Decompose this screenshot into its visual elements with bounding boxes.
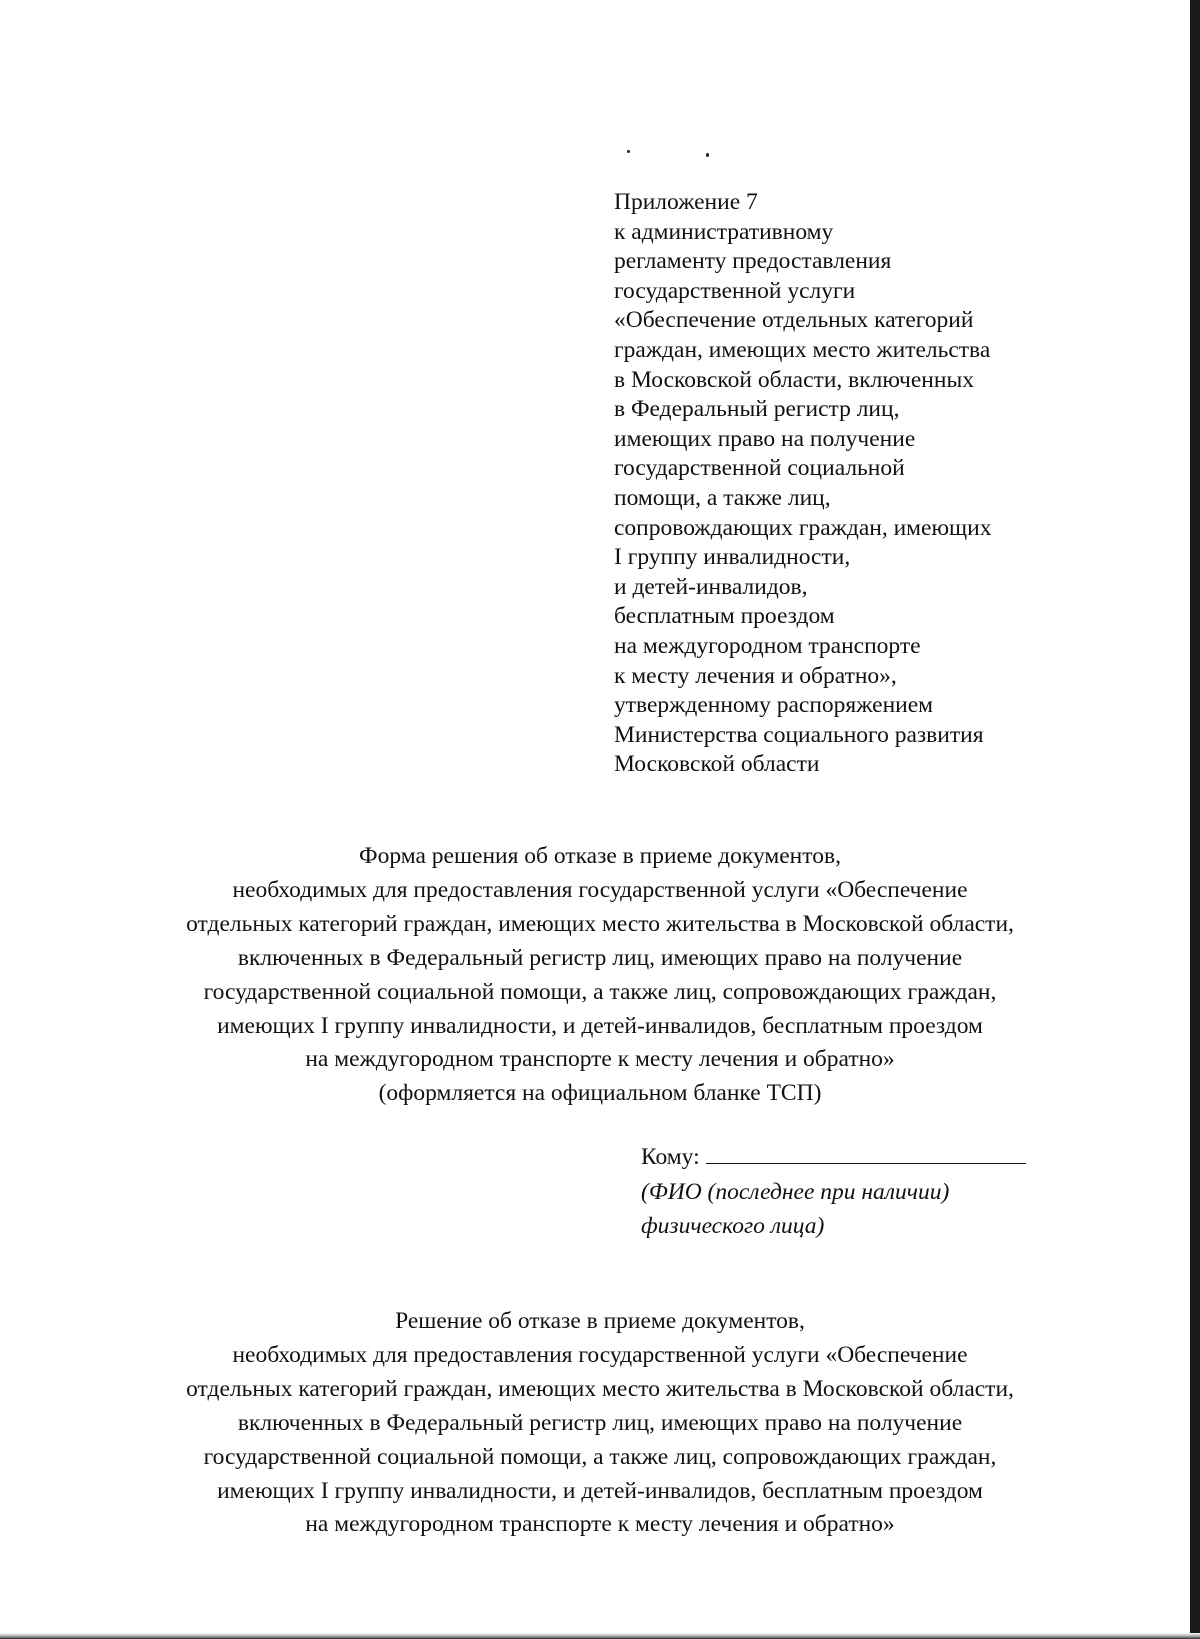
- appendix-line: Московской области: [614, 751, 820, 778]
- decision-title-line: включенных в Федеральный регистр лиц, имеющих право на получение: [237, 1409, 963, 1436]
- appendix-line: «Обеспечение отдельных категорий: [614, 307, 974, 334]
- recipient-block: [641, 1140, 1101, 1244]
- recipient-row: [641, 1140, 1101, 1175]
- form-title-line: включенных в Федеральный регистр лиц, имеющих право на получение: [237, 944, 963, 971]
- form-title-line: (оформляется на официальном бланке ТСП): [378, 1080, 822, 1107]
- form-title-line: Форма решения об отказе в приеме документов,: [359, 843, 841, 869]
- appendix-line: регламенту предоставления: [614, 248, 892, 275]
- appendix-line: к административному: [614, 218, 834, 245]
- decision-title-line: государственной социальной помощи, а также лиц, сопровождающих граждан,: [203, 1443, 997, 1470]
- scan-speck: [627, 150, 630, 153]
- appendix-line: на междугородном транспорте: [614, 632, 921, 659]
- appendix-line: утвержденному распоряжением: [614, 692, 934, 719]
- decision-title-line: отдельных категорий граждан, имеющих место жительства в Московской области,: [186, 1375, 1014, 1402]
- recipient-label: Кому:: [641, 1144, 700, 1170]
- appendix-line: I группу инвалидности,: [614, 544, 851, 571]
- appendix-line: бесплатным проездом: [614, 603, 835, 630]
- appendix-line: Министерства социального развития: [614, 721, 984, 748]
- appendix-line: помощи, а также лиц,: [614, 484, 831, 511]
- appendix-line: к месту лечения и обратно»,: [614, 662, 897, 689]
- form-title-line: необходимых для предоставления государственной услуги «Обеспечение: [232, 876, 968, 903]
- decision-title-line: Решение об отказе в приеме документов,: [395, 1308, 805, 1334]
- appendix-line: государственной социальной: [614, 455, 905, 482]
- recipient-hint: (ФИО (последнее при наличии): [641, 1178, 950, 1205]
- recipient-hint: физического лица): [641, 1213, 825, 1239]
- form-title-line: отдельных категорий граждан, имеющих место жительства в Московской области,: [186, 910, 1014, 937]
- appendix-line: государственной услуги: [614, 277, 856, 304]
- scan-speck: [706, 153, 709, 157]
- form-title-line: имеющих I группу инвалидности, и детей-инвалидов, бесплатным проездом: [217, 1012, 983, 1039]
- appendix-line: в Федеральный регистр лиц,: [614, 396, 900, 423]
- appendix-line: граждан, имеющих место жительства: [614, 336, 991, 363]
- decision-title-line: необходимых для предоставления государственной услуги «Обеспечение: [232, 1341, 968, 1368]
- appendix-line: в Московской области, включенных: [614, 366, 974, 393]
- appendix-line: и детей-инвалидов,: [614, 573, 808, 600]
- decision-title: [100, 1305, 1100, 1542]
- form-title: [100, 840, 1100, 1111]
- decision-title-line: на междугородном транспорте к месту лечения и обратно»: [305, 1511, 895, 1538]
- form-title-line: на междугородном транспорте к месту лечения и обратно»: [305, 1046, 895, 1073]
- decision-title-line: имеющих I группу инвалидности, и детей-инвалидов, бесплатным проездом: [217, 1477, 983, 1504]
- scan-bottom-edge: [0, 1633, 1200, 1639]
- form-title-line: государственной социальной помощи, а также лиц, сопровождающих граждан,: [203, 978, 997, 1005]
- appendix-line: Приложение 7: [614, 189, 758, 215]
- scan-right-edge: [1190, 0, 1200, 1639]
- recipient-name-blank[interactable]: [706, 1141, 1026, 1164]
- appendix-header: [614, 188, 1114, 780]
- appendix-line: имеющих право на получение: [614, 425, 916, 452]
- appendix-line: сопровождающих граждан, имеющих: [614, 514, 992, 541]
